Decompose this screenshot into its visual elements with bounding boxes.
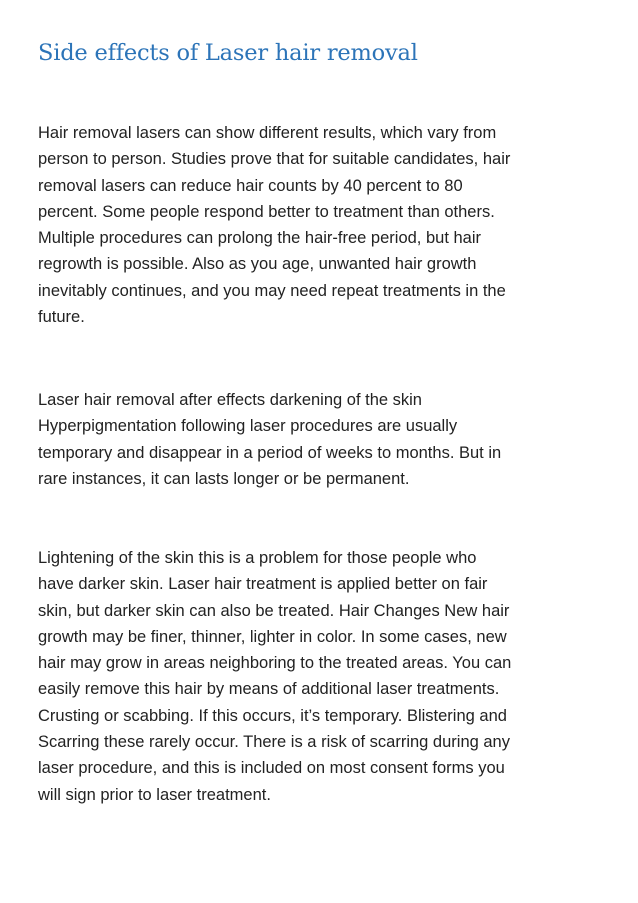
paragraph-line: will sign prior to laser treatment. <box>38 785 271 804</box>
paragraph-darkening <box>38 387 608 492</box>
paragraph-results <box>38 120 608 330</box>
paragraph-line: regrowth is possible. Also as you age, unwanted hair growth <box>38 255 477 274</box>
paragraph-line: removal lasers can reduce hair counts by 40 percent to 80 <box>38 176 463 195</box>
paragraph-line: Multiple procedures can prolong the hair-free period, but hair <box>38 229 482 248</box>
paragraph-line: growth may be finer, thinner, lighter in color. In some cases, new <box>38 627 507 646</box>
paragraph-line: Laser hair removal after effects darkening of the skin <box>38 391 422 409</box>
paragraph-line: temporary and disappear in a period of weeks to months. But in <box>38 443 502 462</box>
paragraph-line: Crusting or scabbing. If this occurs, it’s temporary. Blistering and <box>38 706 507 725</box>
paragraph-line: percent. Some people respond better to treatment than others. <box>38 202 495 221</box>
paragraph-line: future. <box>38 308 85 327</box>
paragraph-lightening <box>38 545 608 808</box>
document-title: Side effects of Laser hair removal <box>38 40 418 66</box>
paragraph-line: Scarring these rarely occur. There is a risk of scarring during any <box>38 733 510 752</box>
paragraph-line: Hyperpigmentation following laser procedures are usually <box>38 417 458 436</box>
paragraph-line: Hair removal lasers can show different results, which vary from <box>38 124 497 142</box>
paragraph-line: person to person. Studies prove that for suitable candidates, hair <box>38 150 511 169</box>
paragraph-line: Lightening of the skin this is a problem for those people who <box>38 549 477 567</box>
paragraph-line: rare instances, it can lasts longer or be permanent. <box>38 469 410 488</box>
paragraph-line: inevitably continues, and you may need repeat treatments in the <box>38 281 506 300</box>
paragraph-line: easily remove this hair by means of additional laser treatments. <box>38 680 500 699</box>
paragraph-line: have darker skin. Laser hair treatment is applied better on fair <box>38 575 488 594</box>
paragraph-line: hair may grow in areas neighboring to the treated areas. You can <box>38 654 512 673</box>
paragraph-line: skin, but darker skin can also be treated. Hair Changes New hair <box>38 601 510 620</box>
paragraph-line: laser procedure, and this is included on most consent forms you <box>38 759 505 778</box>
